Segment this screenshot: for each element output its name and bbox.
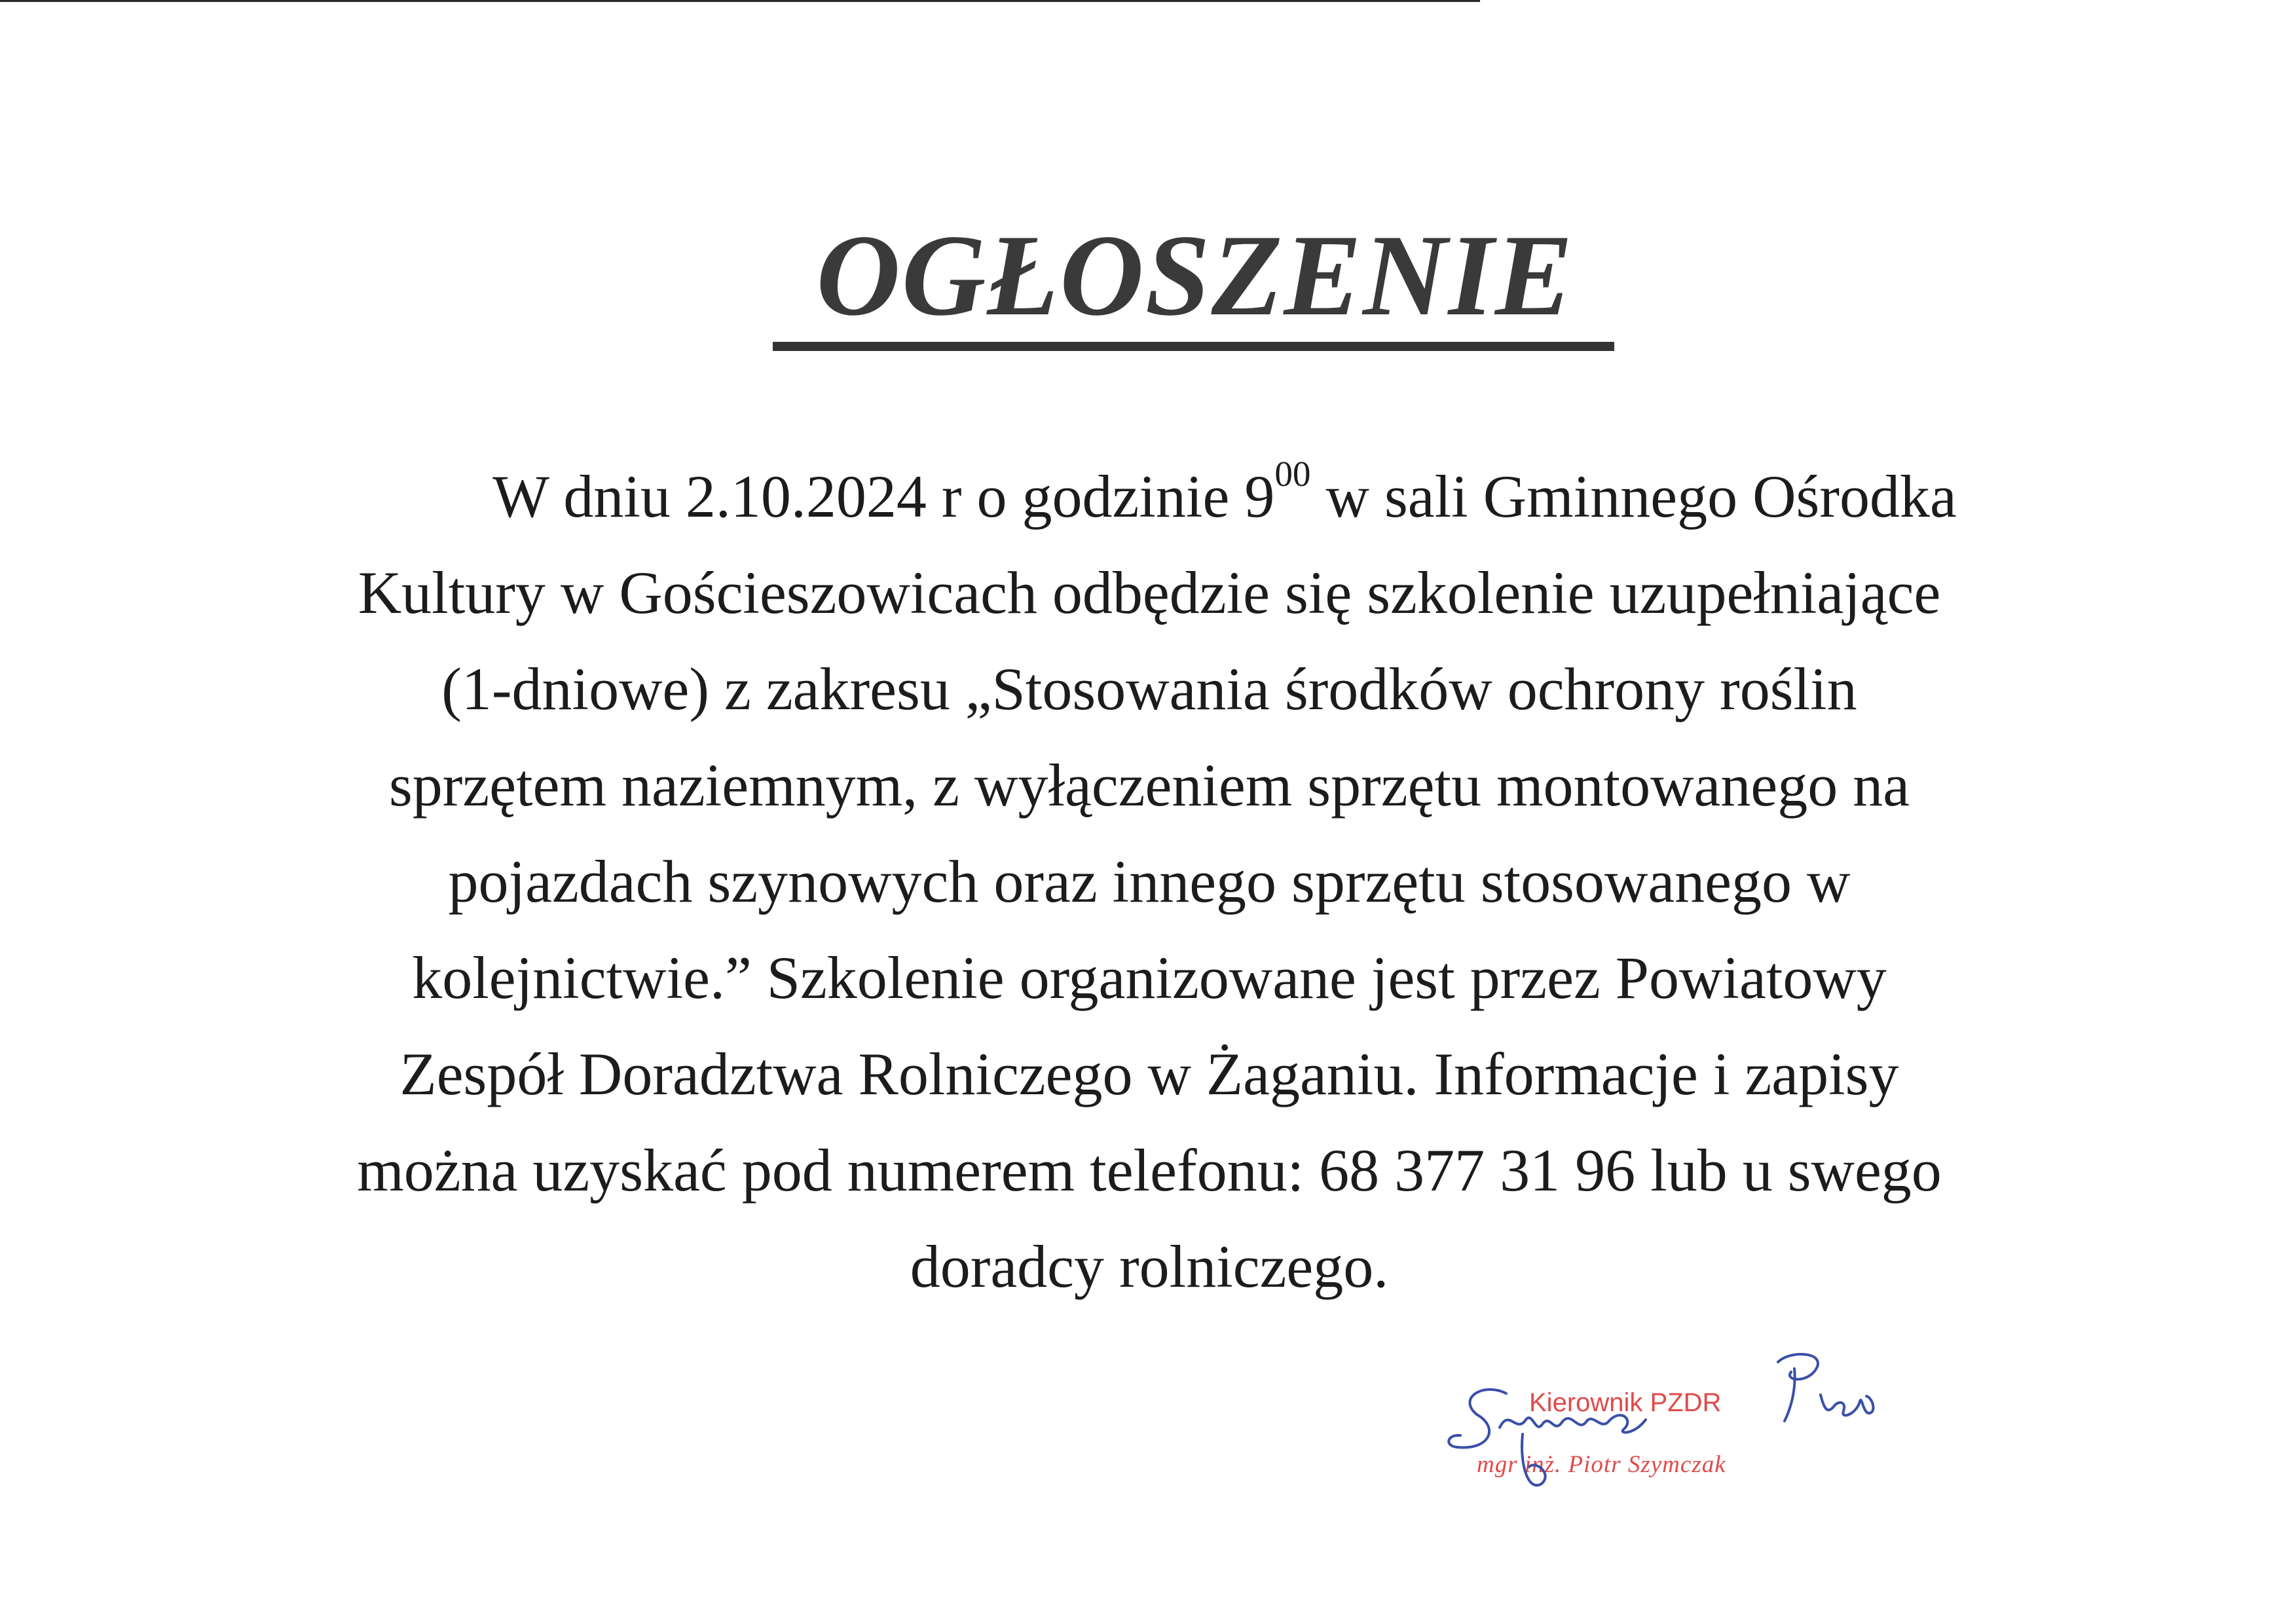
scan-edge-line	[0, 0, 1480, 2]
body-line-4: sprzętem naziemnym, z wyłączeniem sprzętu montowanego na	[388, 752, 1910, 819]
body-line-3: (1-dniowe) z zakresu „Stosowania środków ochrony roślin	[441, 655, 1857, 722]
signature-strokes	[1449, 1354, 1873, 1485]
body-line-1-end: w sali Gminnego Ośrodka	[1310, 463, 1957, 530]
signature-stroke-zymczak	[1500, 1415, 1646, 1432]
notice-title: OGŁOSZENIE	[816, 210, 1574, 340]
body-line-2: Kultury w Gościeszowicach odbędzie się szkolenie uzupełniające	[358, 559, 1941, 626]
body-line-5: pojazdach szynowych oraz innego sprzętu stosowanego w	[448, 848, 1851, 915]
stamp-role: Kierownik PZDR	[1529, 1388, 1722, 1417]
signature-stamp	[1437, 1336, 1909, 1500]
hour-minutes-superscript: 00	[1274, 454, 1311, 494]
body-line-6: kolejnictwie.” Szkolenie organizowane jest przez Powiatowy	[412, 944, 1887, 1011]
signature-stroke-p	[1778, 1354, 1818, 1421]
body-line-9: doradcy rolniczego.	[910, 1233, 1389, 1300]
title-underline	[773, 342, 1614, 351]
body-line-1	[190, 449, 2109, 545]
body-line-1-start: W dniu 2.10.2024 r o godzinie 9	[492, 463, 1275, 530]
stamp-name: mgr inż. Piotr Szymczak	[1477, 1451, 1726, 1478]
body-line-7: Zespół Doradztwa Rolniczego w Żaganiu. Informacje i zapisy	[399, 1041, 1899, 1107]
body-line-8: można uzyskać pod numerem telefonu: 68 377 31 96 lub u swego	[357, 1137, 1942, 1204]
signature-stroke-iotr	[1821, 1395, 1873, 1415]
title-block	[773, 210, 1618, 351]
notice-body	[190, 449, 2109, 1315]
signature-stroke-s	[1449, 1390, 1506, 1448]
handwritten-signature	[1437, 1336, 1909, 1500]
signature-stroke-tail	[1522, 1434, 1546, 1485]
